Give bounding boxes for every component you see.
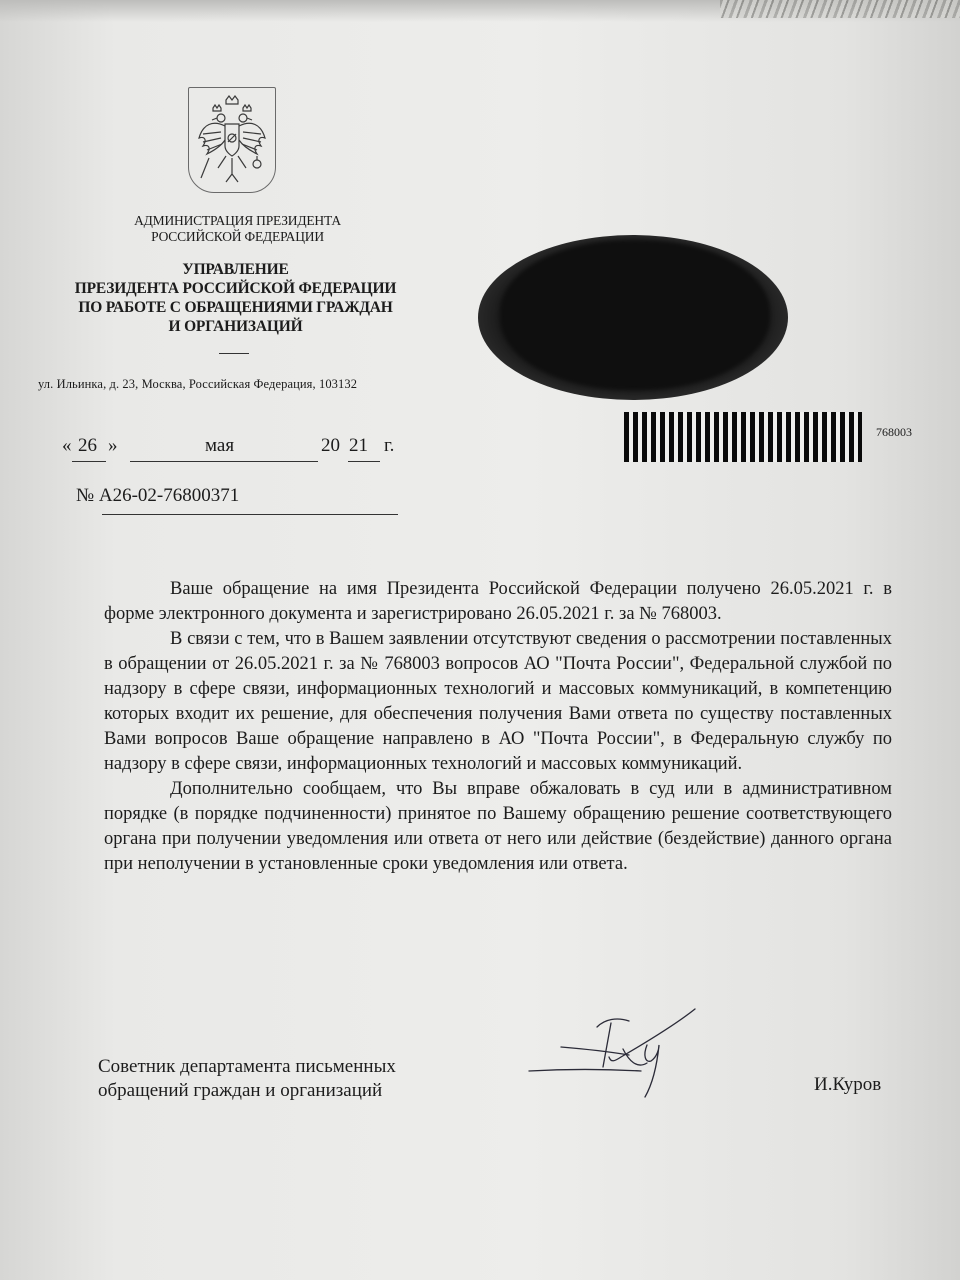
background-fabric — [720, 0, 960, 18]
letter-body — [104, 577, 892, 877]
registration-number: № А26-02-76800371 — [76, 485, 240, 506]
org-admin-name — [105, 213, 370, 245]
barcode — [624, 412, 862, 462]
date-year-underline — [348, 461, 380, 462]
signatory-position — [98, 1055, 396, 1103]
org-dept-line: ПО РАБОТЕ С ОБРАЩЕНИЯМИ ГРАЖДАН — [78, 299, 393, 316]
handwritten-signature — [525, 1005, 705, 1105]
date-month: мая — [205, 435, 235, 456]
signatory-position-line: обращений граждан и организаций — [98, 1080, 383, 1101]
org-dept-line: ПРЕЗИДЕНТА РОССИЙСКОЙ ФЕДЕРАЦИИ — [74, 280, 397, 297]
signatory-name: И.Куров — [814, 1074, 882, 1095]
org-address: ул. Ильинка, д. 23, Москва, Российская Федерация, 103132 — [38, 377, 358, 391]
date-day-underline — [72, 461, 106, 462]
state-emblem — [188, 87, 276, 193]
date-year-prefix: 20 — [321, 435, 340, 456]
org-dept-name — [58, 260, 413, 336]
date-close-quote: » — [108, 435, 118, 456]
date-day: 26 — [78, 435, 97, 456]
body-paragraph: Ваше обращение на имя Президента Российской Федерации получено 26.05.2021 г. в форме электронного документа и зарегистрировано 26.05.2021 г. за № 768003. — [104, 579, 892, 624]
body-paragraph: Дополнительно сообщаем, что Вы вправе обжаловать в суд или в административном порядке (в порядке подчиненности) принятое по Вашему обращению решение соответствующего органа при получении уведомления или ответа от него или действие (бездействие) данного органа при неполучении в установленные сроки уведомления или ответа. — [104, 779, 892, 874]
redaction-mark — [500, 240, 770, 390]
org-dept-line: УПРАВЛЕНИЕ — [182, 261, 289, 278]
body-paragraph: В связи с тем, что в Вашем заявлении отсутствуют сведения о рассмотрении поставленных в обращении от 26.05.2021 г. за № 768003 вопросов АО "Почта России", Федеральной службой по надзору в сфере связи, информационных технологий и массовых коммуникаций, в компетенцию которых входит их решение, для обеспечения получения Вами ответа по существу поставленных Вами вопросов Ваше обращение направлено в АО "Почта России", в Федеральную службу по надзору в сфере связи, информационных технологий и массовых коммуникаций. — [104, 629, 892, 774]
header-divider — [219, 353, 249, 354]
signatory-position-line: Советник департамента письменных — [98, 1056, 396, 1077]
date-year-unit: г. — [384, 435, 395, 456]
date-month-underline — [130, 461, 318, 462]
org-dept-line: И ОРГАНИЗАЦИЙ — [168, 318, 303, 335]
registration-underline — [102, 514, 398, 515]
org-admin-line: РОССИЙСКОЙ ФЕДЕРАЦИИ — [151, 229, 324, 244]
double-headed-eagle-emblem-icon — [195, 94, 269, 186]
org-admin-line: АДМИНИСТРАЦИЯ ПРЕЗИДЕНТА — [134, 213, 341, 228]
date-open-quote: « — [62, 435, 72, 456]
date-year-suffix: 21 — [349, 435, 368, 456]
barcode-number: 768003 — [876, 425, 912, 439]
